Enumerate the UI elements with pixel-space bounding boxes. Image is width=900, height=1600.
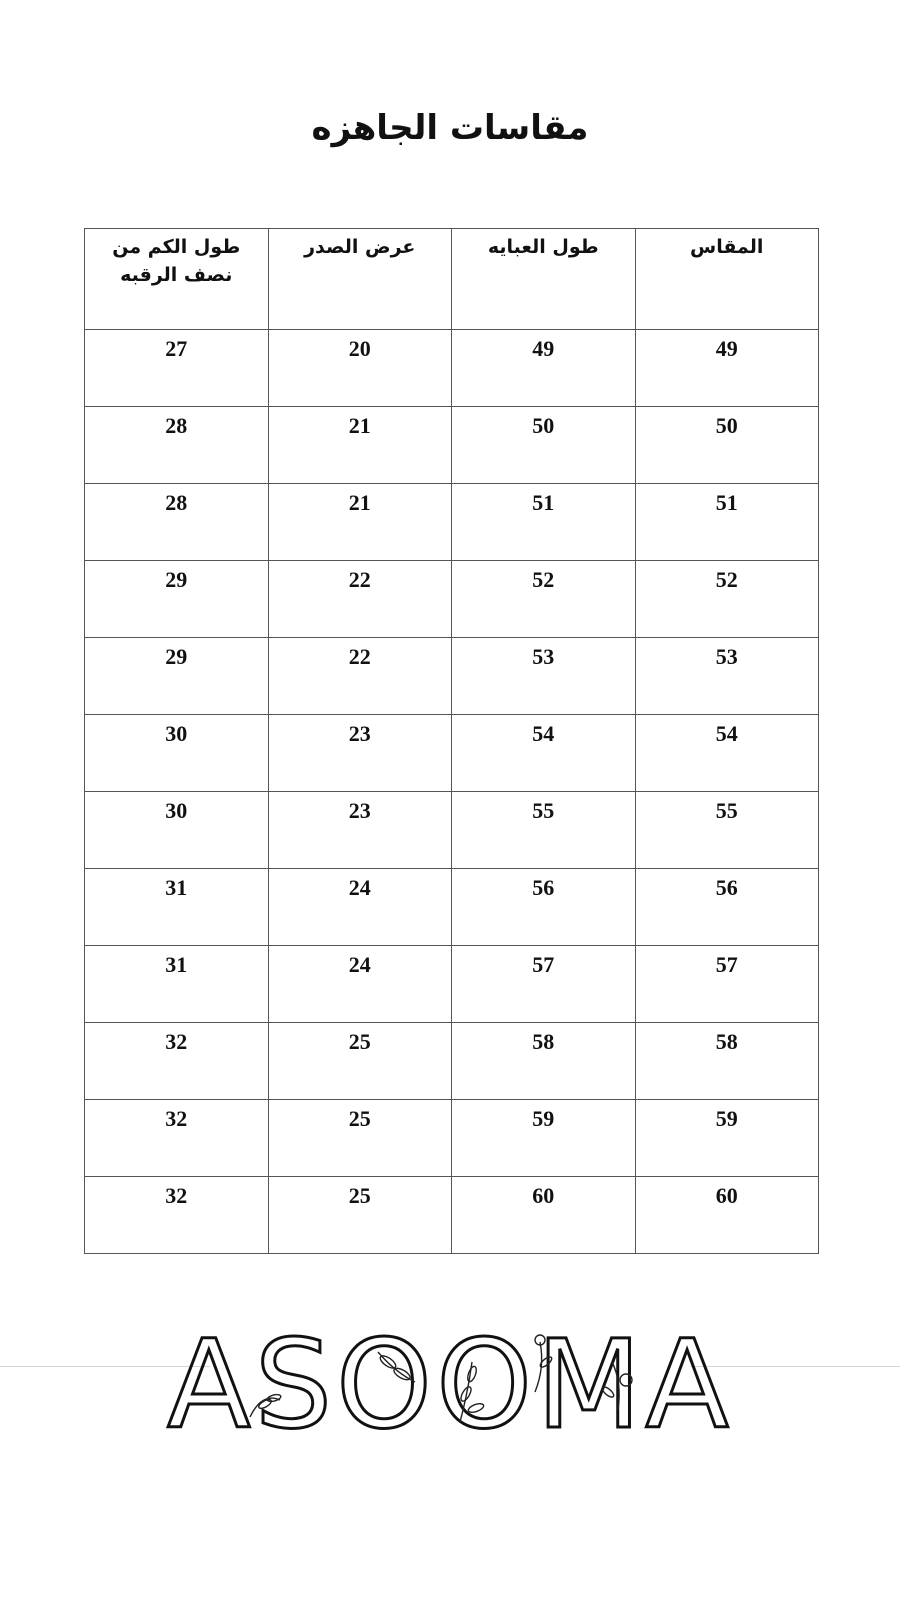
table-row — [85, 869, 819, 946]
table-row — [85, 1023, 819, 1100]
cell-abaya-length: 58 — [452, 1023, 636, 1100]
cell-abaya-length: 56 — [452, 869, 636, 946]
cell-chest-width: 23 — [268, 792, 452, 869]
cell-chest-width: 21 — [268, 484, 452, 561]
cell-chest-width: 25 — [268, 1177, 452, 1254]
table-row — [85, 792, 819, 869]
cell-chest-width: 22 — [268, 638, 452, 715]
header-size: المقاس — [635, 229, 819, 330]
table-row — [85, 1100, 819, 1177]
cell-chest-width: 20 — [268, 330, 452, 407]
cell-abaya-length: 59 — [452, 1100, 636, 1177]
cell-chest-width: 24 — [268, 946, 452, 1023]
cell-sleeve-length: 30 — [85, 715, 269, 792]
table-row — [85, 561, 819, 638]
cell-sleeve-length: 27 — [85, 330, 269, 407]
cell-sleeve-length: 32 — [85, 1100, 269, 1177]
cell-size: 50 — [635, 407, 819, 484]
cell-sleeve-length: 28 — [85, 407, 269, 484]
cell-size: 58 — [635, 1023, 819, 1100]
page-title: مقاسات الجاهزه — [311, 108, 589, 148]
cell-chest-width: 25 — [268, 1023, 452, 1100]
cell-abaya-length: 51 — [452, 484, 636, 561]
cell-sleeve-length: 32 — [85, 1023, 269, 1100]
cell-chest-width: 24 — [268, 869, 452, 946]
cell-sleeve-length: 31 — [85, 946, 269, 1023]
header-abaya-length: طول العبايه — [452, 229, 636, 330]
table-row — [85, 407, 819, 484]
cell-abaya-length: 52 — [452, 561, 636, 638]
cell-chest-width: 25 — [268, 1100, 452, 1177]
cell-size: 57 — [635, 946, 819, 1023]
cell-sleeve-length: 30 — [85, 792, 269, 869]
size-table — [84, 228, 819, 1254]
cell-sleeve-length: 29 — [85, 638, 269, 715]
cell-abaya-length: 60 — [452, 1177, 636, 1254]
table-row — [85, 715, 819, 792]
size-table-container — [84, 228, 819, 1254]
cell-abaya-length: 53 — [452, 638, 636, 715]
table-row — [85, 1177, 819, 1254]
cell-sleeve-length: 32 — [85, 1177, 269, 1254]
cell-sleeve-length: 31 — [85, 869, 269, 946]
cell-chest-width: 21 — [268, 407, 452, 484]
cell-size: 53 — [635, 638, 819, 715]
cell-abaya-length: 57 — [452, 946, 636, 1023]
cell-size: 56 — [635, 869, 819, 946]
cell-size: 55 — [635, 792, 819, 869]
cell-size: 54 — [635, 715, 819, 792]
cell-chest-width: 23 — [268, 715, 452, 792]
cell-abaya-length: 54 — [452, 715, 636, 792]
table-header-row — [85, 229, 819, 330]
table-row — [85, 638, 819, 715]
cell-sleeve-length: 28 — [85, 484, 269, 561]
cell-sleeve-length: 29 — [85, 561, 269, 638]
brand-logo — [0, 1314, 900, 1462]
table-row — [85, 946, 819, 1023]
cell-abaya-length: 49 — [452, 330, 636, 407]
cell-size: 60 — [635, 1177, 819, 1254]
table-row — [85, 330, 819, 407]
cell-size: 51 — [635, 484, 819, 561]
header-chest-width: عرض الصدر — [268, 229, 452, 330]
cell-abaya-length: 50 — [452, 407, 636, 484]
cell-abaya-length: 55 — [452, 792, 636, 869]
cell-size: 49 — [635, 330, 819, 407]
logo-wordmark: ASOOMA — [167, 1314, 733, 1456]
cell-chest-width: 22 — [268, 561, 452, 638]
table-row — [85, 484, 819, 561]
brand-logo-graphic — [167, 1314, 733, 1462]
header-sleeve-length: طول الكم من نصف الرقبه — [85, 229, 269, 330]
cell-size: 52 — [635, 561, 819, 638]
cell-size: 59 — [635, 1100, 819, 1177]
